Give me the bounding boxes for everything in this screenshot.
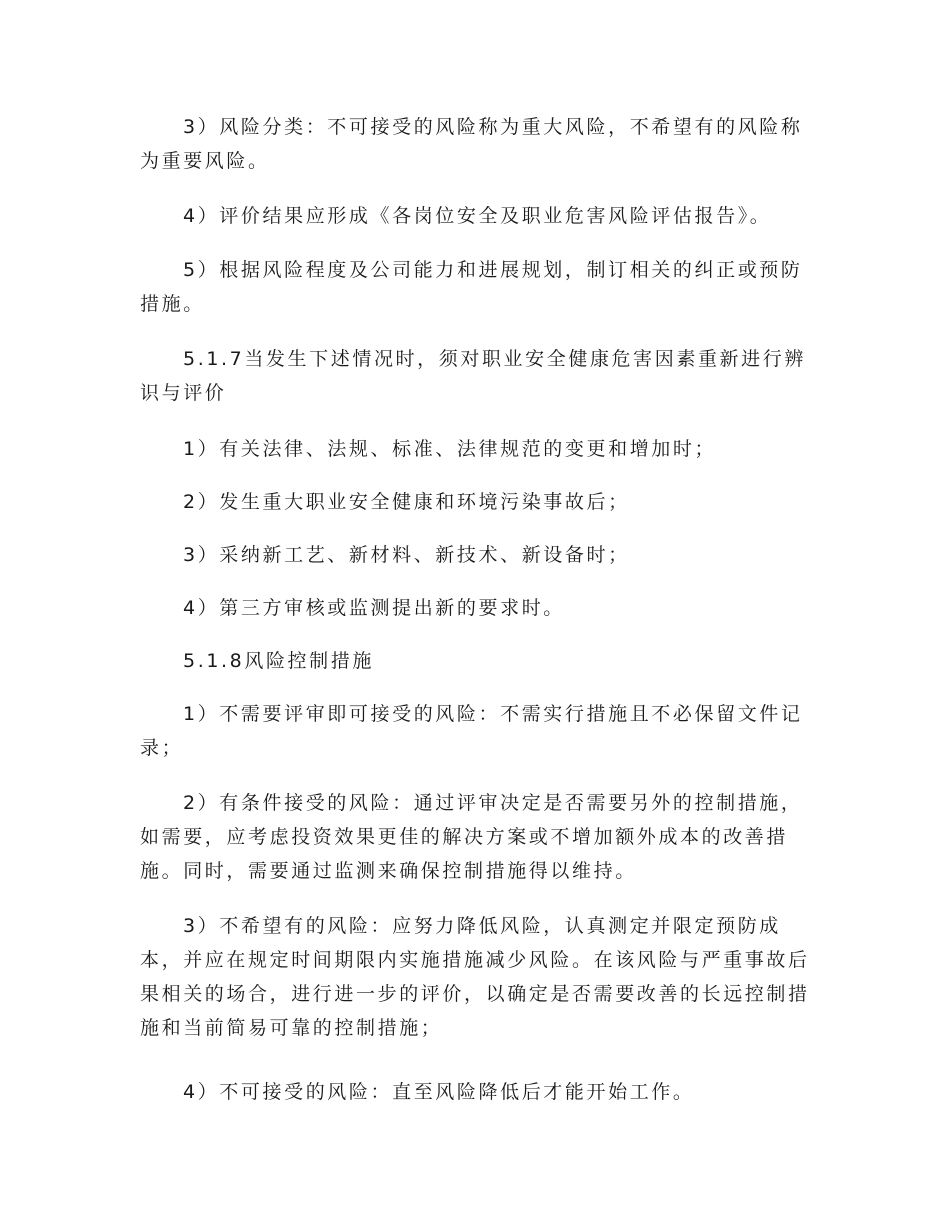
list-item-major-accident: 2）发生重大职业安全健康和环境污染事故后；	[183, 491, 630, 513]
list-item-unacceptable-risk: 4）不可接受的风险：直至风险降低后才能开始工作。	[183, 1081, 695, 1103]
section-heading-5-1-8: 5.1.8风险控制措施	[183, 650, 374, 672]
list-item-undesirable-risk: 3）不希望有的风险：应努力降低风险，认真测定并限定预防成本，并应在规定时间期限内实施措施减少风险。在该风险与严重事故后果相关的场合，进行进一步的评价，以确定是否需要改善的长远控制措施和当前简易可靠的控制措施；	[140, 915, 810, 1039]
paragraph-evaluation-report: 4）评价结果应形成《各岗位安全及职业危害风险评估报告》。	[183, 205, 772, 227]
paragraph-risk-classification: 3）风险分类：不可接受的风险称为重大风险，不希望有的风险称为重要风险。	[140, 116, 803, 172]
list-item-new-technology: 3）采纳新工艺、新材料、新技术、新设备时；	[183, 544, 630, 566]
paragraph-corrective-measures: 5）根据风险程度及公司能力和进展规划，制订相关的纠正或预防措施。	[140, 259, 803, 315]
section-heading-5-1-7: 5.1.7当发生下述情况时，须对职业安全健康危害因素重新进行辨识与评价	[140, 348, 806, 404]
list-item-acceptable-risk: 1）不需要评审即可接受的风险：不需实行措施且不必保留文件记录；	[140, 703, 803, 759]
list-item-third-party-audit: 4）第三方审核或监测提出新的要求时。	[183, 597, 565, 619]
list-item-conditional-risk: 2）有条件接受的风险：通过评审决定是否需要另外的控制措施，如需要，应考虑投资效果更佳的解决方案或不增加额外成本的改善措施。同时，需要通过监测来确保控制措施得以维持。	[140, 792, 803, 882]
list-item-law-changes: 1）有关法律、法规、标准、法律规范的变更和增加时；	[183, 438, 717, 460]
